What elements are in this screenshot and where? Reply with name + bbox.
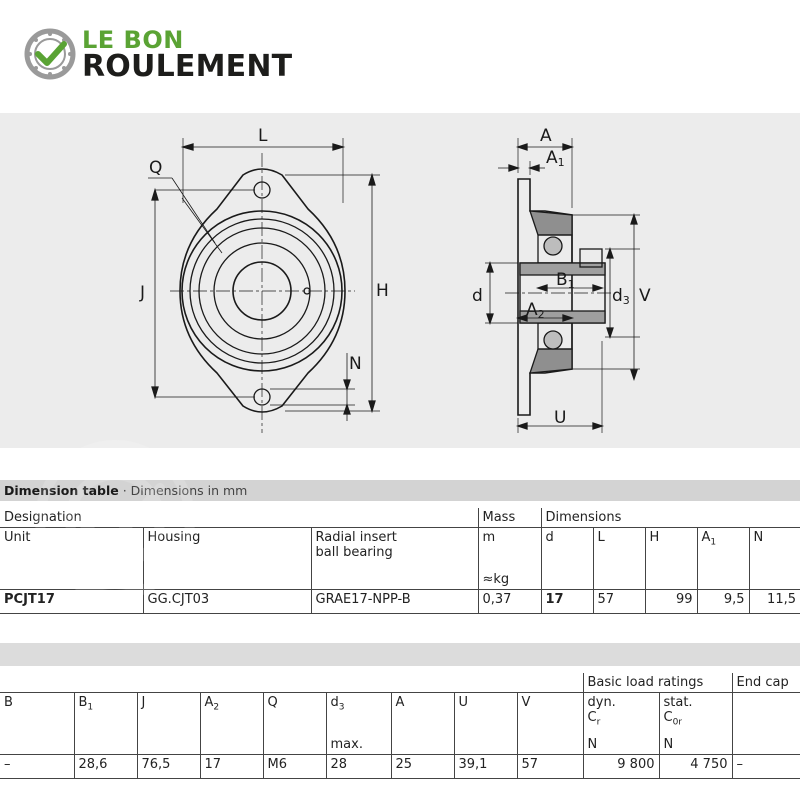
col-B: B (0, 693, 74, 755)
cell-A2: 17 (200, 755, 263, 779)
cell-B1: 28,6 (74, 755, 137, 779)
col-H: H (645, 528, 697, 590)
cell-d: 17 (541, 590, 593, 614)
col-dimensions: Dimensions (541, 508, 800, 528)
cell-A1: 9,5 (697, 590, 749, 614)
dim-label-N: N (349, 354, 362, 374)
col-d: d (541, 528, 593, 590)
dimension-table-1 (0, 508, 800, 614)
col-V: V (517, 693, 583, 755)
col-N: N (749, 528, 800, 590)
col-basic-load-ratings: Basic load ratings (583, 673, 732, 693)
col-A1: $A_1$ (697, 528, 749, 590)
col-designation: Designation (0, 508, 478, 528)
bearing-check-icon (24, 28, 76, 80)
table-title: Dimension table (4, 483, 119, 498)
cell-unit: PCJT17 (0, 590, 143, 614)
table-title-separator: · (118, 483, 131, 498)
dim-label-Q: Q (149, 158, 163, 178)
cell-L: 57 (593, 590, 645, 614)
cell-Cr: 9 800 (583, 755, 659, 779)
cell-A: 25 (391, 755, 454, 779)
col-stat-C0r: stat. $C_{0r}$ N (659, 693, 732, 755)
col-insert: Radial insert ball bearing (311, 528, 478, 590)
cell-insert: GRAE17-NPP-B (311, 590, 478, 614)
dim-label-U: U (554, 408, 567, 428)
table-subtitle: Dimensions in mm (130, 483, 248, 498)
table-row (0, 755, 800, 779)
logo-line-2: ROULEMENT (82, 49, 293, 84)
dim-label-L: L (258, 126, 268, 146)
col-J: J (137, 693, 200, 755)
col-unit: Unit (0, 528, 143, 590)
dim-label-H: H (376, 281, 389, 301)
dim-label-d3: d3 (612, 286, 630, 307)
col-mass: Mass (478, 508, 541, 528)
cell-H: 99 (645, 590, 697, 614)
table1-header-row-1 (0, 508, 800, 528)
brand-logo (24, 26, 304, 86)
dim-label-A: A (540, 126, 552, 146)
front-view (148, 138, 380, 433)
dimension-table-title (0, 480, 800, 501)
dimension-table-2 (0, 673, 800, 779)
dim-label-A1: A1 (546, 148, 565, 169)
col-A2: $A_2$ (200, 693, 263, 755)
dim-label-d: d (472, 286, 483, 306)
cell-J: 76,5 (137, 755, 200, 779)
dim-label-J: J (140, 283, 146, 303)
col-U: U (454, 693, 517, 755)
cell-B: – (0, 755, 74, 779)
cell-d3: 28 (326, 755, 391, 779)
cell-C0r: 4 750 (659, 755, 732, 779)
logo-line-1: LE BON (82, 26, 184, 54)
col-L: L (593, 528, 645, 590)
section-divider (0, 643, 800, 666)
dim-label-V: V (639, 286, 651, 306)
cell-mass: 0,37 (478, 590, 541, 614)
cell-Q: M6 (263, 755, 326, 779)
cell-housing: GG.CJT03 (143, 590, 311, 614)
col-end-cap: End cap (732, 673, 800, 693)
table-row (0, 590, 800, 614)
table1-header-row-2 (0, 528, 800, 590)
col-d3: $d_3$ max. (326, 693, 391, 755)
table2-header-row-2 (0, 693, 800, 755)
dim-label-A2: A2 (526, 300, 545, 321)
dim-label-B1: B1 (556, 270, 575, 291)
table2-header-row-1 (0, 673, 800, 693)
col-m: m ≈kg (478, 528, 541, 590)
col-dyn-Cr: dyn. $C_r$ N (583, 693, 659, 755)
technical-drawing (0, 113, 800, 448)
col-B1: $B_1$ (74, 693, 137, 755)
cell-N: 11,5 (749, 590, 800, 614)
cell-U: 39,1 (454, 755, 517, 779)
col-Q: Q (263, 693, 326, 755)
col-housing: Housing (143, 528, 311, 590)
cell-endcap: – (732, 755, 800, 779)
col-A: A (391, 693, 454, 755)
cell-V: 57 (517, 755, 583, 779)
